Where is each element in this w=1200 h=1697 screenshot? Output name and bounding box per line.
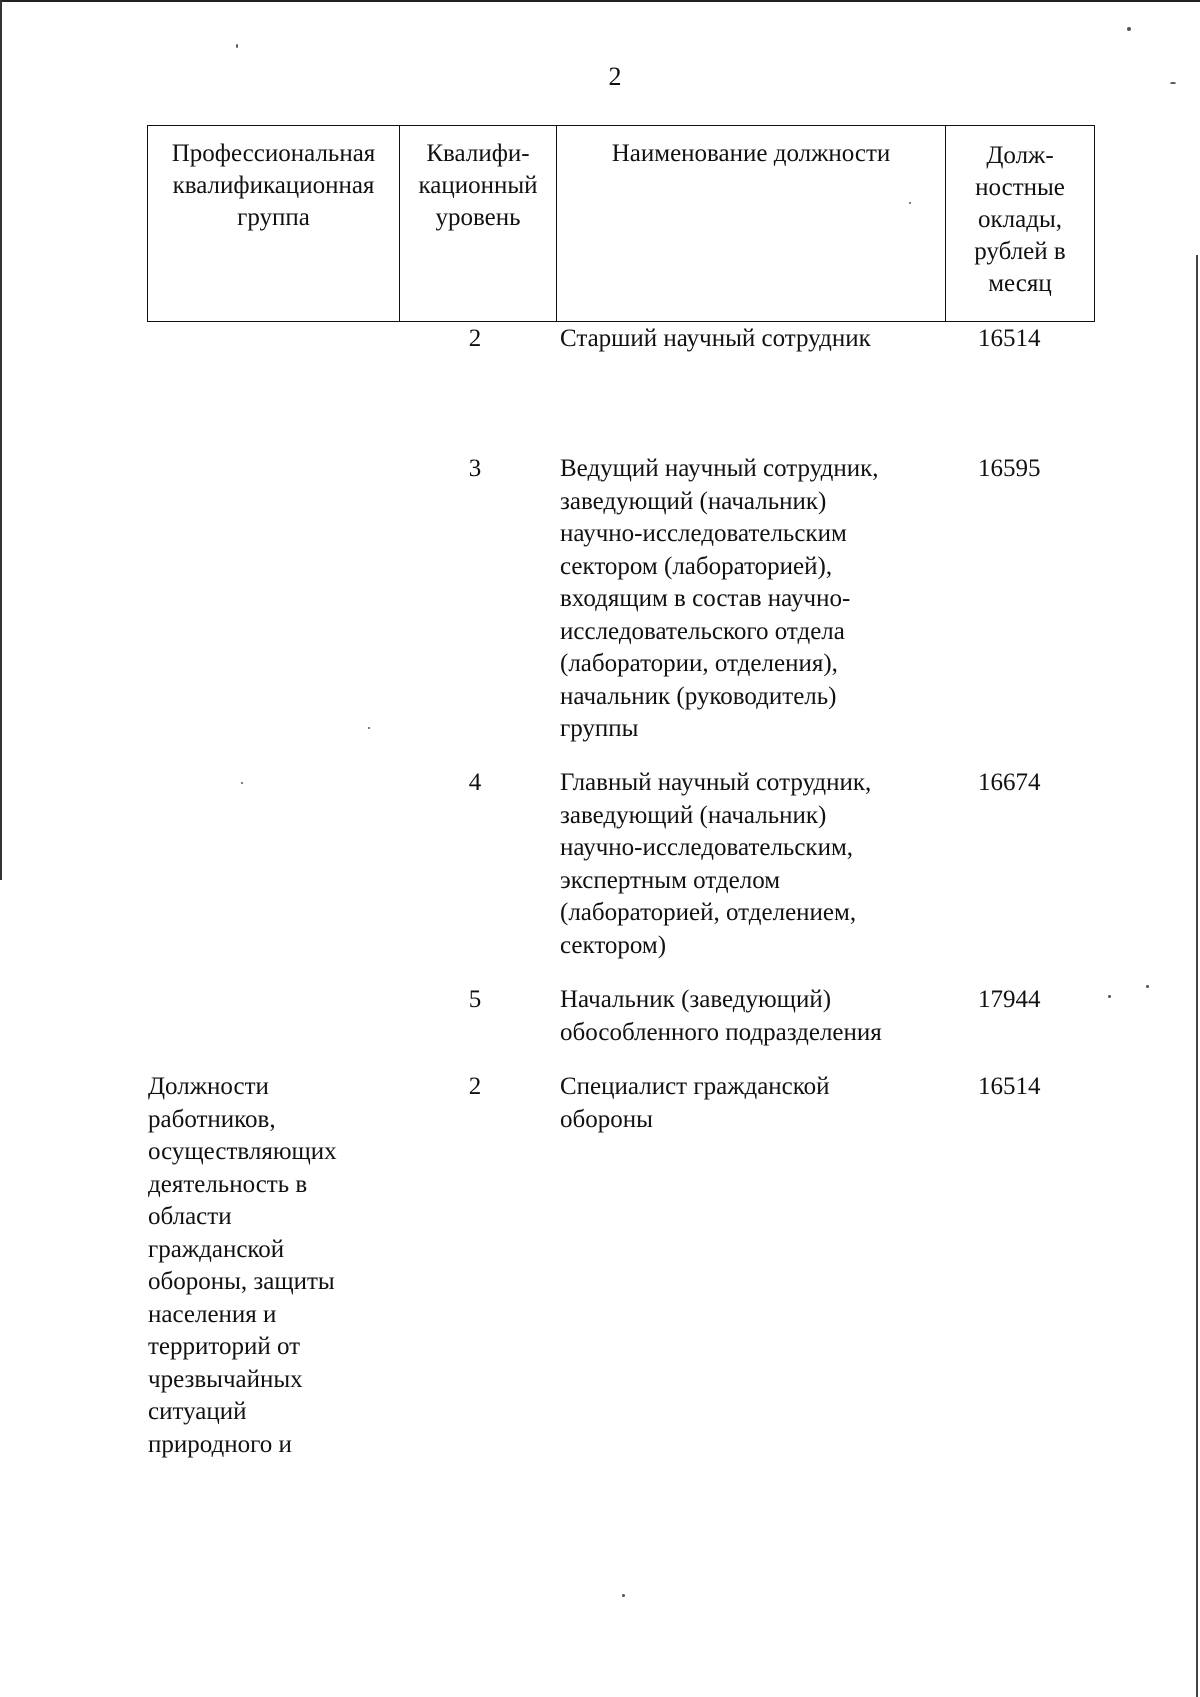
salary-cell: 16674 <box>978 769 1041 796</box>
level-cell: 2 <box>468 325 482 352</box>
scan-border-left <box>0 0 2 880</box>
level-cell: 2 <box>468 1073 482 1100</box>
scan-speck <box>236 44 238 48</box>
salary-cell: 16595 <box>978 455 1041 482</box>
scan-speck <box>1127 27 1131 31</box>
group-cell: Должности работников, осуществляющих деятельность в области гражданской обороны, защиты населения и территорий от чрезвычайных ситуаций природного и <box>148 1073 337 1458</box>
scan-border-top <box>0 0 1200 2</box>
title-cell: Главный научный сотрудник, заведующий (начальник) научно-исследовательским, экспертным отделом (лабораторией, отделением, сектором) <box>560 769 872 959</box>
salary-cell: 16514 <box>978 1073 1041 1100</box>
scan-speck <box>368 727 370 729</box>
title-cell: Ведущий научный сотрудник, заведующий (начальник) научно-исследовательским сектором (лабораторией), входящим в состав научно- исследовательского отдела (лаборатории, отделения), начальник (руководитель) группы <box>560 455 879 742</box>
title-cell: Начальник (заведующий) обособленного подразделения <box>560 986 882 1046</box>
scan-border-right <box>1196 255 1198 1697</box>
scan-speck <box>1170 82 1176 84</box>
scan-speck <box>241 782 243 784</box>
title-cell: Специалист гражданской обороны <box>560 1073 830 1133</box>
header-title-label: Наименование должности <box>611 140 891 167</box>
scan-speck <box>1146 985 1149 988</box>
header-cell-level <box>400 126 557 322</box>
page-number: 2 <box>608 62 622 91</box>
header-group-label: Профессиональная квалификационная группа <box>171 140 376 231</box>
header-cell-salary <box>946 126 1095 322</box>
header-cell-title <box>557 126 946 322</box>
title-cell: Старший научный сотрудник <box>560 325 871 352</box>
salary-cell: 17944 <box>978 986 1041 1013</box>
scan-speck <box>909 202 911 204</box>
header-cell-group <box>148 126 400 322</box>
salary-cell: 16514 <box>978 325 1041 352</box>
scan-speck <box>1108 995 1111 998</box>
header-level-label: Квалифи- кационный уровень <box>418 140 538 231</box>
scan-speck <box>622 1594 625 1597</box>
level-cell: 3 <box>468 455 482 482</box>
level-cell: 5 <box>468 986 482 1013</box>
table-header <box>147 125 1095 322</box>
header-salary-label: Долж- ностные оклады, рублей в месяц <box>974 142 1066 297</box>
level-cell: 4 <box>468 769 482 796</box>
